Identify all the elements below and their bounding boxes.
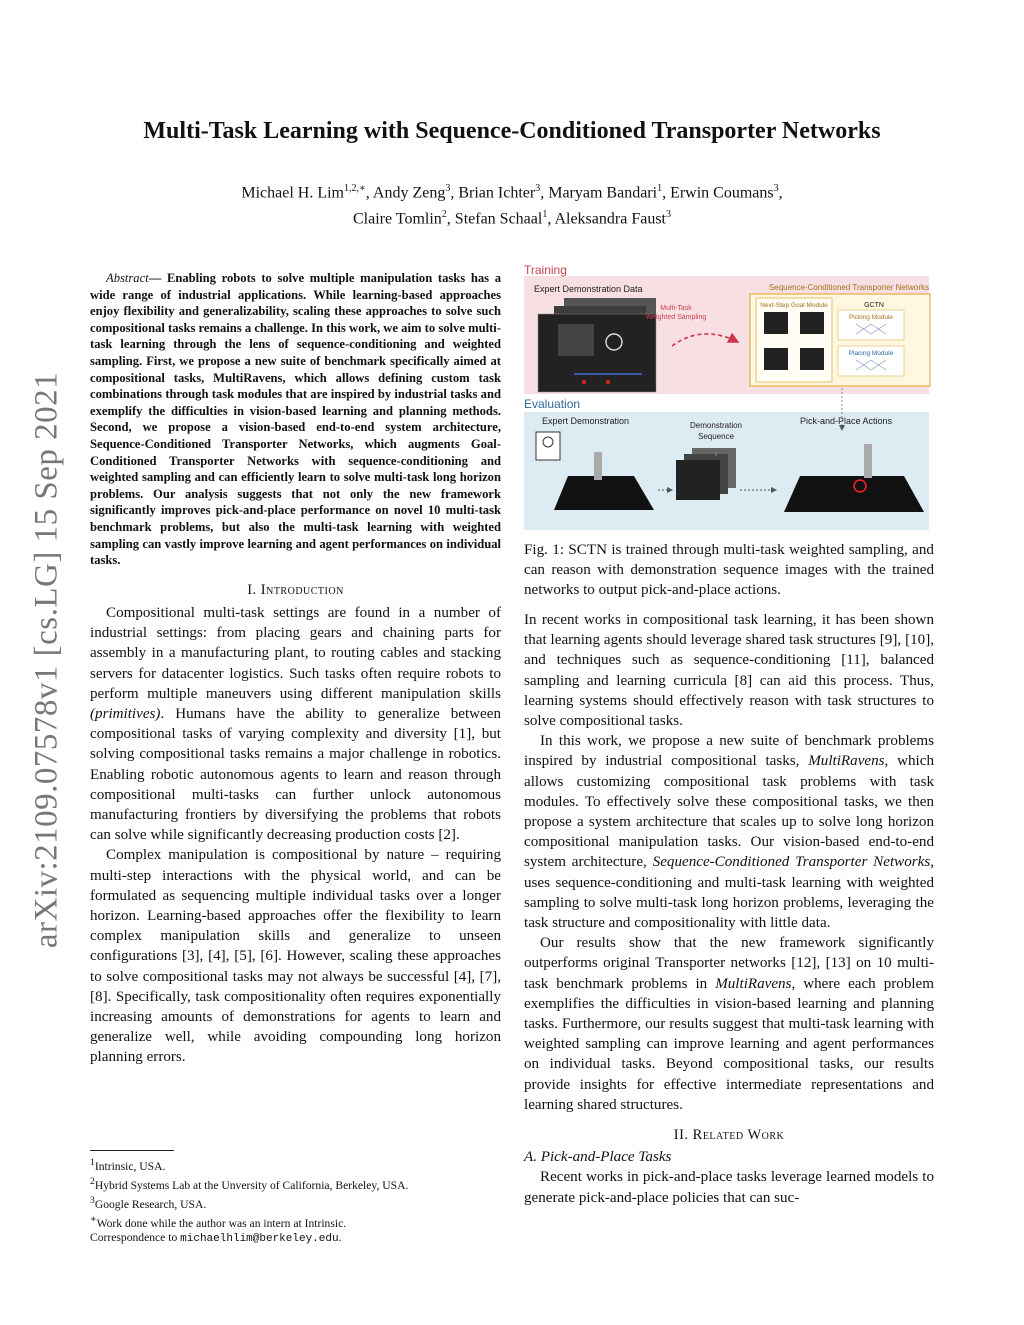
placing-module-label: Placing Module xyxy=(848,350,894,357)
correspondence-email[interactable]: michaelhlim@berkeley.edu xyxy=(180,1233,339,1246)
abstract-label: Abstract xyxy=(106,271,149,285)
author-list xyxy=(0,178,1024,231)
training-label: Training xyxy=(524,263,567,277)
author-affiliation: 2 xyxy=(441,209,447,221)
sequence-image-front xyxy=(676,460,720,500)
section-heading-related-work: II. Related Work xyxy=(673,1127,785,1144)
footnote xyxy=(90,1155,501,1174)
author: Aleksandra Faust xyxy=(554,210,666,228)
footnote-mark: 2 xyxy=(90,1175,95,1187)
figure-caption xyxy=(524,540,934,601)
footnote xyxy=(90,1212,501,1231)
abstract-dash: — xyxy=(148,271,167,285)
section-heading-introduction: I. Introduction xyxy=(247,581,344,598)
sctn-title: Sequence-Conditioned Transporter Networks xyxy=(768,283,929,292)
author-separator: , xyxy=(450,184,459,202)
demo-marker xyxy=(582,380,586,384)
author: Claire Tomlin xyxy=(353,210,442,228)
next-step-goal-label: Next-Step Goal Module xyxy=(760,302,828,309)
figure-1 xyxy=(524,262,934,530)
subsection-heading: A. Pick-and-Place Tasks xyxy=(524,1149,672,1166)
caption-label: Fig. 1: xyxy=(524,542,565,558)
pick-place-actions-label: Pick-and-Place Actions xyxy=(799,416,893,426)
goal-image-3 xyxy=(800,312,824,334)
abstract xyxy=(90,270,501,569)
footnotes xyxy=(90,1150,501,1247)
author-separator: , xyxy=(540,184,549,202)
text-run: Our results show that the new framework significantly outperforms original Transporter networks [12], [13] on 10 multi-task benchmark problems in xyxy=(524,935,934,992)
footnote xyxy=(90,1193,501,1212)
footnote-mark: 3 xyxy=(90,1194,95,1206)
emphasis: Sequence-Conditioned Transporter Networks xyxy=(652,854,931,871)
sampling-label-line-1: Multi-Task xyxy=(660,305,692,312)
correspondence xyxy=(90,1230,501,1247)
picking-module-label: Picking Module xyxy=(848,314,894,321)
goal-image-1 xyxy=(764,312,788,334)
paragraph: Complex manipulation is compositional by nature – requiring multi-step interactions with the physical world, and can be formulated as sequencing multiple individual tasks over a longer horizon. Learning-based approaches offer the flexibility to learn complex manipulation skills and generalize to unseen configurations [3], [4], [5], [6]. However, scaling these approaches to solve compositional tasks may not always be successful [4], [7], [8]. Specifically, task compositionality often requires exponentially increasing amounts of demonstrations for agents to learn and generalize well, while avoiding compounding long horizon planning errors. xyxy=(90,847,501,1066)
eval-table-2 xyxy=(784,476,924,512)
person-icon xyxy=(536,432,560,460)
author-affiliation: 3 xyxy=(773,183,779,194)
footnote-text: Work done while the author was an intern at Intrinsic. xyxy=(96,1216,347,1230)
sampling-label-line-2: Weighted Sampling xyxy=(645,314,707,321)
goal-image-4 xyxy=(800,348,824,370)
footnote-text: Google Research, USA. xyxy=(94,1197,207,1211)
author-separator: , xyxy=(662,184,671,202)
goal-image-2 xyxy=(764,348,788,370)
robot-arm-1 xyxy=(594,452,602,480)
caption-text: SCTN is trained through multi-task weighted sampling, and can reason with demonstration sequence images with the trained networks to output pick-and-place actions. xyxy=(524,542,934,599)
author-affiliation: 1 xyxy=(657,183,663,194)
demo-platform xyxy=(558,324,594,356)
text-run: Compositional multi-task settings are found in a number of industrial settings: from placing gears and chaining parts for assembly in a manufacturing plant, to routing cables and stacking servers for datacenter logistics. Such tasks often require robots to perform multiple maneuvers using different manipulation skills xyxy=(90,604,501,702)
robot-arm-2 xyxy=(864,444,872,478)
emphasis: MultiRavens xyxy=(715,975,792,992)
right-column xyxy=(524,610,934,1208)
text-run: In this work, we propose a new suite of benchmark problems inspired by industrial compositional tasks, xyxy=(524,733,934,770)
paragraph xyxy=(524,731,934,933)
author: Michael H. Lim xyxy=(241,184,344,202)
author-separator: , xyxy=(547,210,555,228)
author-line-2 xyxy=(0,204,1024,230)
paper-title: Multi-Task Learning with Sequence-Conditioned Transporter Networks xyxy=(143,118,881,144)
correspondence-end: . xyxy=(338,1231,342,1245)
author: Andy Zeng xyxy=(372,184,446,202)
footnote-text: Intrinsic, USA. xyxy=(94,1159,166,1173)
emphasis: (primitives) xyxy=(90,705,161,722)
paragraph xyxy=(524,933,934,1115)
author: Stefan Schaal xyxy=(454,210,543,228)
footnote-rule xyxy=(90,1150,174,1151)
paragraph xyxy=(90,603,501,845)
author-affiliation: 1 xyxy=(542,209,548,221)
emphasis: MultiRavens xyxy=(808,753,885,770)
author: Maryam Bandari xyxy=(548,184,658,202)
expert-demo-data-label: Expert Demonstration Data xyxy=(534,284,643,294)
author-separator: , xyxy=(778,184,783,202)
arxiv-sidebar xyxy=(22,340,72,980)
demo-image-front xyxy=(538,314,656,392)
footnote xyxy=(90,1174,501,1193)
expert-demonstration-label: Expert Demonstration xyxy=(542,416,630,426)
correspondence-label: Correspondence to xyxy=(90,1231,181,1245)
author-separator: , xyxy=(446,210,455,228)
footnote-text: Hybrid Systems Lab at the Unversity of California, Berkeley, USA. xyxy=(94,1178,409,1192)
author-affiliation: 3 xyxy=(665,209,671,221)
figure-diagram xyxy=(524,262,934,530)
text-run: , which allows customizing compositional task problems with task modules. To effectively solve these compositional tasks, we then propose a system architecture that scales up to solve long horizon compositional manipulation tasks. Our vision-based end-to-end system architecture, xyxy=(524,753,934,871)
author: Brian Ichter xyxy=(458,184,536,202)
left-column xyxy=(90,270,501,1068)
paragraph: In recent works in compositional task learning, it has been shown that learning agents should leverage shared task structures [9], [10], and techniques such as sequence-conditioning [11], balanced sampling and learning curricula [8] can aid this process. Thus, learning systems should effectively reason with task structures to solve compositional tasks. xyxy=(524,612,934,730)
footnote-mark: 1 xyxy=(90,1157,95,1168)
arxiv-id: arXiv:2109.07578v1 [cs.LG] 15 Sep 2021 xyxy=(28,371,65,949)
text-run: . Humans have the ability to generalize between compositional tasks of varying complexity and diversity [1], but solving compositional tasks remains a major challenge in robotics. Enabling robotic autonomous agents to learn and reason through compositional multi-tasks can further unlock autonomous manufacturing frontiers by diversifying the problems that robots can solve while significantly decreasing production costs [2]. xyxy=(90,705,501,844)
footnote-mark: ∗ xyxy=(90,1213,97,1225)
author-affiliation: 1,2,∗ xyxy=(344,183,366,194)
demo-marker xyxy=(606,380,610,384)
author-separator: , xyxy=(365,184,373,202)
evaluation-label: Evaluation xyxy=(524,397,581,411)
text-run: , uses sequence-conditioning and multi-task learning with weighted sampling to solve multi-task long horizon problems, leveraging the task structure and compositionality with little data. xyxy=(524,854,934,932)
gctn-label: GCTN xyxy=(864,302,884,309)
author-affiliation: 3 xyxy=(445,183,451,194)
author-line-1 xyxy=(0,178,1024,204)
text-run: , where each problem exemplifies the difficulties in vision-based learning and planning tasks. Furthermore, our results suggest that multi-task learning with weighted sampling can improve learning and agent performances on individual tasks. Beyond compositional tasks, our results provide insights for effective intermediate representations and learning shared structures. xyxy=(524,975,934,1113)
author: Erwin Coumans xyxy=(670,184,774,202)
abstract-text: Enabling robots to solve multiple manipulation tasks has a wide range of industrial applications. While learning-based approaches enjoy flexibility and generalizability, scaling these approaches to solve such compositional tasks remains a challenge. In this work, we aim to solve multi-task learning through the lens of sequence-conditioning and weighted sampling. First, we propose a new suite of benchmark specifically aimed at compositional tasks, MultiRavens, which allows defining custom task combinations through task modules that are inspired by industrial tasks and exemplify the difficulties in vision-based learning and planning methods. Second, we propose a vision-based end-to-end system architecture, Sequence-Conditioned Transporter Networks, which augments Goal-Conditioned Transporter Networks with sequence-conditioning and weighted sampling and can efficiently learn to solve multi-task long horizon problems. Our analysis suggests that not only the new framework significantly improves pick-and-place performance on novel 10 multi-task benchmark problems, but also the multi-task learning with weighted sampling can vastly improve learning and agent performances on individual tasks. xyxy=(90,271,502,568)
demo-sequence-label-line-1: Demonstration xyxy=(689,421,743,430)
paragraph: Recent works in pick-and-place tasks leverage learned models to generate pick-and-place policies that can suc- xyxy=(524,1169,934,1206)
demo-sequence-label-line-2: Sequence xyxy=(697,432,735,441)
author-affiliation: 3 xyxy=(535,183,541,194)
